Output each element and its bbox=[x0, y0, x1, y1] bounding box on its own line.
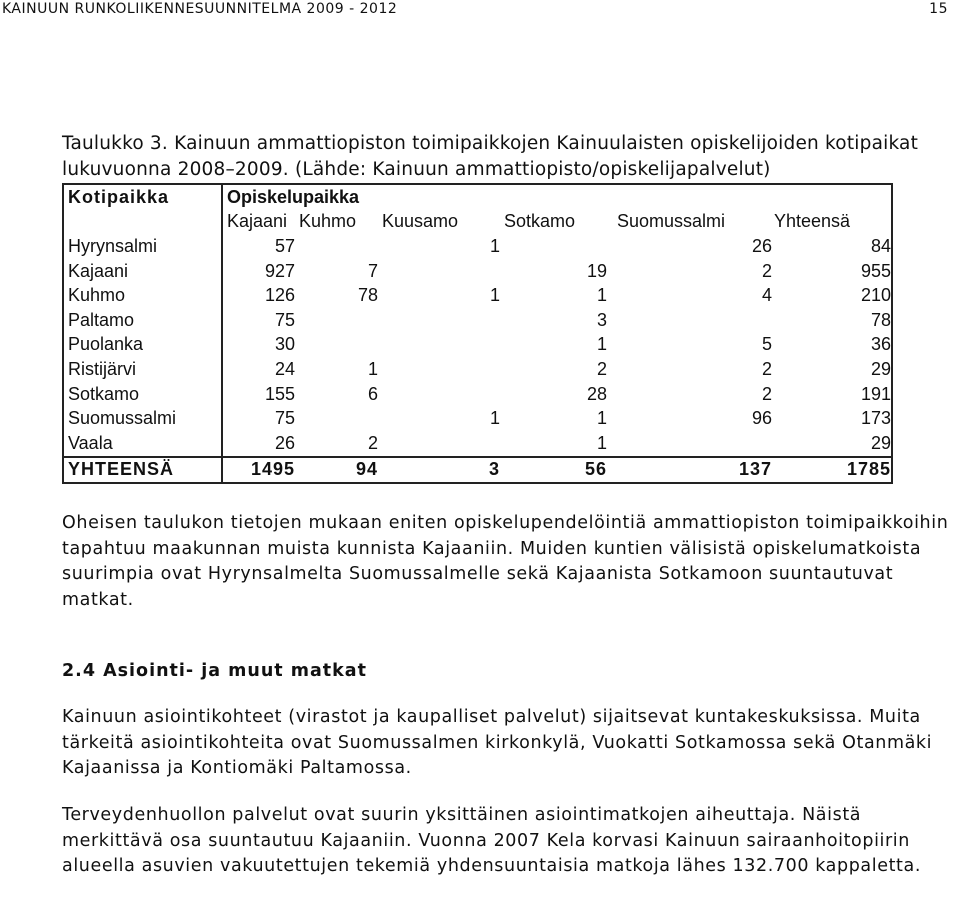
table-cell: 5 bbox=[761, 334, 772, 355]
table-cell: 3 bbox=[378, 457, 500, 484]
table-cell bbox=[295, 333, 378, 358]
group-header: Opiskelupaikka bbox=[222, 184, 892, 210]
table-row bbox=[63, 431, 892, 457]
column-labels-row bbox=[63, 210, 892, 235]
paragraph-healthcare: Terveydenhuollon palvelut ovat suurin yksittäinen asiointimatkojen aiheuttaja. Näistä merkittävä osa suuntautuu Kajaaniin. Vuonna 2007 Kela korvasi Kainuun sairaanhoitopiirin alueella asuvien vakuutettujen tekemiä yhdensuuntaisia matkoja lähes 132.700 kappaletta. bbox=[62, 805, 921, 876]
municipality-name: Hyrynsalmi bbox=[63, 234, 222, 259]
table-cell: 24 bbox=[274, 358, 295, 379]
table-cell: 126 bbox=[264, 285, 295, 306]
table-row bbox=[63, 357, 892, 382]
table-cell: 2 bbox=[367, 432, 378, 453]
table-cell: 1495 bbox=[222, 457, 295, 484]
table-cell: 927 bbox=[264, 260, 295, 281]
table-cell bbox=[295, 234, 378, 259]
table-caption: Taulukko 3. Kainuun ammattiopiston toimipaikkojen Kainuulaisten opiskelijoiden kotipaikat lukuvuonna 2008–2009. (Lähde: Kainuun ammattiopisto/opiskelijapalvelut) bbox=[62, 133, 919, 180]
table-cell: 94 bbox=[295, 457, 378, 484]
table-cell: 191 bbox=[772, 382, 892, 407]
table-row bbox=[63, 259, 892, 284]
table-cell: 1 bbox=[596, 285, 607, 306]
table-cell: 78 bbox=[772, 308, 892, 333]
municipality-name: Kuhmo bbox=[63, 283, 222, 308]
table-cell: 173 bbox=[772, 406, 892, 431]
page-number: 15 bbox=[929, 1, 948, 17]
municipality-name: Vaala bbox=[63, 431, 222, 457]
table-cell: 56 bbox=[500, 457, 607, 484]
municipality-name: Puolanka bbox=[63, 333, 222, 358]
table-cell bbox=[378, 308, 500, 333]
table-cell: 26 bbox=[751, 235, 772, 256]
table-cell: 955 bbox=[772, 259, 892, 284]
table-body bbox=[63, 184, 892, 483]
table-cell: 137 bbox=[607, 457, 772, 484]
table-cell: 2 bbox=[761, 358, 772, 379]
table-cell: 84 bbox=[772, 234, 892, 259]
table-cell: 1785 bbox=[772, 457, 892, 484]
column-label: Suomussalmi bbox=[617, 211, 726, 232]
table-cell bbox=[378, 357, 500, 382]
table-cell: 1 bbox=[489, 408, 500, 429]
table-cell: 1 bbox=[596, 408, 607, 429]
student-table bbox=[62, 183, 893, 484]
table-cell bbox=[295, 406, 378, 431]
table-cell: 3 bbox=[596, 309, 607, 330]
table-cell: 78 bbox=[357, 285, 378, 306]
table-row bbox=[63, 406, 892, 431]
municipality-name: Suomussalmi bbox=[63, 406, 222, 431]
table-cell: 19 bbox=[586, 260, 607, 281]
table-row bbox=[63, 382, 892, 407]
column-label: Yhteensä bbox=[772, 210, 892, 235]
table-cell: 155 bbox=[264, 383, 295, 404]
table-cell: 1 bbox=[489, 235, 500, 256]
table-cell: 96 bbox=[751, 408, 772, 429]
table-cell: 57 bbox=[274, 235, 295, 256]
table-row bbox=[63, 234, 892, 259]
table-cell: 2 bbox=[596, 358, 607, 379]
municipality-name: Sotkamo bbox=[63, 382, 222, 407]
table-cell bbox=[378, 333, 500, 358]
table-cell: 29 bbox=[772, 431, 892, 457]
table-cell: 30 bbox=[274, 334, 295, 355]
table-cell bbox=[295, 308, 378, 333]
column-label: Kuusamo bbox=[382, 211, 459, 232]
table-cell bbox=[378, 382, 500, 407]
table-cell bbox=[500, 234, 607, 259]
column-label: Kuhmo bbox=[299, 211, 357, 232]
column-label: Kajaani bbox=[227, 211, 288, 232]
table-cell: 75 bbox=[274, 309, 295, 330]
municipality-name: Kajaani bbox=[63, 259, 222, 284]
table-header-row bbox=[63, 184, 892, 210]
municipality-name: Paltamo bbox=[63, 308, 222, 333]
table-cell: 36 bbox=[772, 333, 892, 358]
table-cell bbox=[607, 431, 772, 457]
table-cell: 2 bbox=[761, 260, 772, 281]
table-cell: 6 bbox=[367, 383, 378, 404]
table-cell: 4 bbox=[761, 285, 772, 306]
table-cell bbox=[378, 431, 500, 457]
paragraph-errands: Kainuun asiointikohteet (virastot ja kaupalliset palvelut) sijaitsevat kuntakeskuksissa. Muita tärkeitä asiointikohteita ovat Suomussalmen kirkonkylä, Vuokatti Sotkamossa sekä Otanmäki Kajaanissa ja Kontiomäki Paltamossa. bbox=[62, 707, 933, 778]
table-cell: 1 bbox=[367, 358, 378, 379]
column-label-empty bbox=[63, 210, 222, 235]
table-total-row bbox=[63, 457, 892, 484]
table-row bbox=[63, 333, 892, 358]
table-cell: 75 bbox=[274, 408, 295, 429]
table-cell: 28 bbox=[586, 383, 607, 404]
table-cell: 1 bbox=[596, 334, 607, 355]
table-row bbox=[63, 308, 892, 333]
table-cell: 26 bbox=[274, 432, 295, 453]
running-header bbox=[0, 0, 960, 20]
section-heading: 2.4 Asiointi- ja muut matkat bbox=[62, 661, 367, 681]
table-cell: 1 bbox=[596, 432, 607, 453]
table-cell: 2 bbox=[761, 383, 772, 404]
municipality-name: YHTEENSÄ bbox=[63, 457, 222, 484]
table-row bbox=[63, 283, 892, 308]
row-header: Kotipaikka bbox=[63, 184, 222, 210]
column-label: Sotkamo bbox=[504, 211, 576, 232]
table-cell: 1 bbox=[489, 285, 500, 306]
table-cell: 29 bbox=[772, 357, 892, 382]
paragraph-commuting: Oheisen taulukon tietojen mukaan eniten opiskelupendelöintiä ammattiopiston toimipaikkoihin tapahtuu maakunnan muista kunnista Kajaaniin. Muiden kuntien välisistä opiskelumatkoista suurimpia ovat Hyrynsalmelta Suomussalmelle sekä Kajaanista Sotkamoon suuntautuvat matkat. bbox=[62, 513, 949, 610]
table-cell: 210 bbox=[772, 283, 892, 308]
table-cell bbox=[378, 259, 500, 284]
table-cell bbox=[607, 308, 772, 333]
document-title: KAINUUN RUNKOLIIKENNESUUNNITELMA 2009 - 2012 bbox=[2, 1, 398, 17]
table-cell: 7 bbox=[367, 260, 378, 281]
municipality-name: Ristijärvi bbox=[63, 357, 222, 382]
